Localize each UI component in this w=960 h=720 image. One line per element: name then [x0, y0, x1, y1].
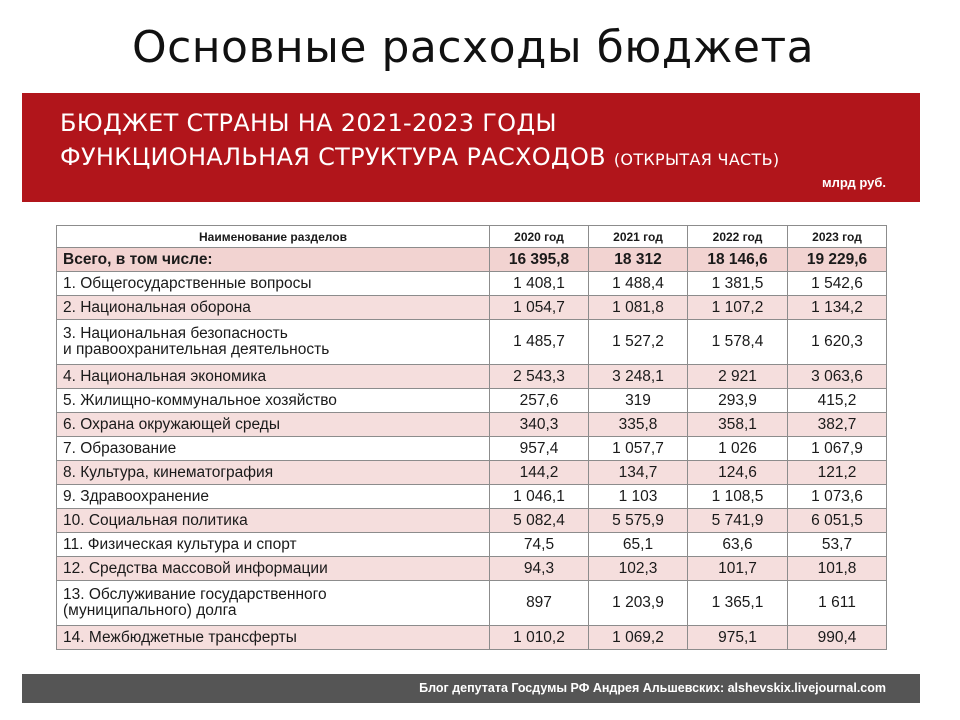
table-row	[57, 272, 887, 296]
row-value: 3 063,6	[788, 365, 887, 389]
table-total-row	[57, 248, 887, 272]
row-value: 1 054,7	[490, 296, 589, 320]
row-name	[57, 557, 490, 581]
row-value: 19 229,6	[788, 248, 887, 272]
row-name-text-continued: (муниципального) долга	[63, 602, 237, 619]
banner-subtitle-note: (ОТКРЫТАЯ ЧАСТЬ)	[613, 150, 780, 169]
row-value: 335,8	[589, 413, 688, 437]
table-row	[57, 626, 887, 650]
row-name-text: 4. Национальная экономика	[63, 367, 267, 385]
row-value: 1 381,5	[688, 272, 788, 296]
row-name-text: 14. Межбюджетные трансферты	[63, 628, 297, 646]
row-value: 102,3	[589, 557, 688, 581]
row-value: 1 578,4	[688, 320, 788, 365]
row-value: 1 107,2	[688, 296, 788, 320]
column-header: 2023 год	[788, 226, 887, 248]
row-value: 6 051,5	[788, 509, 887, 533]
row-value: 382,7	[788, 413, 887, 437]
row-name-text: 7. Образование	[63, 439, 177, 457]
row-value: 1 103	[589, 485, 688, 509]
row-value: 1 408,1	[490, 272, 589, 296]
row-value: 957,4	[490, 437, 589, 461]
table-body	[57, 248, 887, 650]
row-name	[57, 320, 490, 365]
row-name-text: 5. Жилищно-коммунальное хозяйство	[63, 391, 337, 409]
row-value: 1 488,4	[589, 272, 688, 296]
table-row	[57, 437, 887, 461]
row-name	[57, 533, 490, 557]
row-value: 144,2	[490, 461, 589, 485]
row-name-text: 3. Национальная безопасность	[63, 325, 288, 342]
row-name	[57, 581, 490, 626]
row-value: 415,2	[788, 389, 887, 413]
row-value: 94,3	[490, 557, 589, 581]
row-value: 18 146,6	[688, 248, 788, 272]
row-value: 1 527,2	[589, 320, 688, 365]
table-row	[57, 533, 887, 557]
row-value: 1 485,7	[490, 320, 589, 365]
slide-title: Основные расходы бюджета	[131, 22, 815, 73]
row-name-text: 8. Культура, кинематография	[63, 463, 274, 481]
row-value: 65,1	[589, 533, 688, 557]
row-value: 1 620,3	[788, 320, 887, 365]
table-row	[57, 509, 887, 533]
column-header: 2022 год	[688, 226, 788, 248]
row-value: 1 108,5	[688, 485, 788, 509]
row-value: 990,4	[788, 626, 887, 650]
budget-table	[56, 225, 887, 650]
table-row	[57, 413, 887, 437]
row-value: 340,3	[490, 413, 589, 437]
table-row	[57, 365, 887, 389]
row-name-text: Всего, в том числе:	[63, 250, 213, 268]
row-value: 124,6	[688, 461, 788, 485]
table-row	[57, 389, 887, 413]
banner-subtitle	[60, 143, 779, 171]
row-name-text: 6. Охрана окружающей среды	[63, 415, 280, 433]
row-name-text-continued: и правоохранительная деятельность	[63, 341, 330, 358]
row-value: 63,6	[688, 533, 788, 557]
row-name-text: 12. Средства массовой информации	[63, 559, 328, 577]
row-name	[57, 509, 490, 533]
row-value: 101,7	[688, 557, 788, 581]
footer-credit: Блог депутата Госдумы РФ Андрея Альшевских: alshevskix.livejournal.com	[419, 681, 886, 695]
banner-title: БЮДЖЕТ СТРАНЫ НА 2021-2023 ГОДЫ	[60, 109, 557, 137]
row-name	[57, 461, 490, 485]
row-value: 121,2	[788, 461, 887, 485]
row-value: 1 611	[788, 581, 887, 626]
row-value: 293,9	[688, 389, 788, 413]
row-value: 358,1	[688, 413, 788, 437]
row-name-text: 1. Общегосударственные вопросы	[63, 274, 312, 292]
row-value: 18 312	[589, 248, 688, 272]
title-banner	[22, 93, 920, 202]
table-row	[57, 461, 887, 485]
row-value: 3 248,1	[589, 365, 688, 389]
row-value: 16 395,8	[490, 248, 589, 272]
row-value: 257,6	[490, 389, 589, 413]
row-name	[57, 413, 490, 437]
row-value: 1 046,1	[490, 485, 589, 509]
table-row	[57, 296, 887, 320]
row-value: 1 081,8	[589, 296, 688, 320]
table-row	[57, 557, 887, 581]
row-name	[57, 296, 490, 320]
unit-label: млрд руб.	[822, 175, 886, 190]
row-value: 5 741,9	[688, 509, 788, 533]
row-name	[57, 437, 490, 461]
row-name-text: 9. Здравоохранение	[63, 487, 210, 505]
row-value: 1 365,1	[688, 581, 788, 626]
row-name	[57, 272, 490, 296]
row-value: 1 067,9	[788, 437, 887, 461]
row-name	[57, 626, 490, 650]
row-name	[57, 365, 490, 389]
table-row	[57, 320, 887, 365]
column-header: 2021 год	[589, 226, 688, 248]
row-value: 975,1	[688, 626, 788, 650]
row-value: 2 921	[688, 365, 788, 389]
row-value: 1 203,9	[589, 581, 688, 626]
table-row	[57, 581, 887, 626]
footer-bar	[22, 674, 920, 703]
row-value: 1 542,6	[788, 272, 887, 296]
row-name-text: 13. Обслуживание государственного	[63, 586, 327, 603]
row-value: 134,7	[589, 461, 688, 485]
row-value: 101,8	[788, 557, 887, 581]
row-value: 2 543,3	[490, 365, 589, 389]
row-value: 1 134,2	[788, 296, 887, 320]
row-value: 319	[589, 389, 688, 413]
row-value: 5 082,4	[490, 509, 589, 533]
row-name-text: 10. Социальная политика	[63, 511, 248, 529]
row-value: 53,7	[788, 533, 887, 557]
row-value: 74,5	[490, 533, 589, 557]
row-name-text: 2. Национальная оборона	[63, 298, 251, 316]
row-name-text: 11. Физическая культура и спорт	[63, 535, 297, 553]
row-value: 1 069,2	[589, 626, 688, 650]
column-header: 2020 год	[490, 226, 589, 248]
row-value: 1 026	[688, 437, 788, 461]
row-value: 1 057,7	[589, 437, 688, 461]
row-value: 1 073,6	[788, 485, 887, 509]
row-value: 1 010,2	[490, 626, 589, 650]
table-row	[57, 485, 887, 509]
row-name	[57, 389, 490, 413]
row-value: 897	[490, 581, 589, 626]
row-name	[57, 485, 490, 509]
row-value: 5 575,9	[589, 509, 688, 533]
row-name	[57, 248, 490, 272]
column-header: Наименование разделов	[57, 226, 490, 248]
banner-subtitle-main: ФУНКЦИОНАЛЬНАЯ СТРУКТУРА РАСХОДОВ	[60, 143, 606, 171]
table-header-row	[57, 226, 887, 248]
